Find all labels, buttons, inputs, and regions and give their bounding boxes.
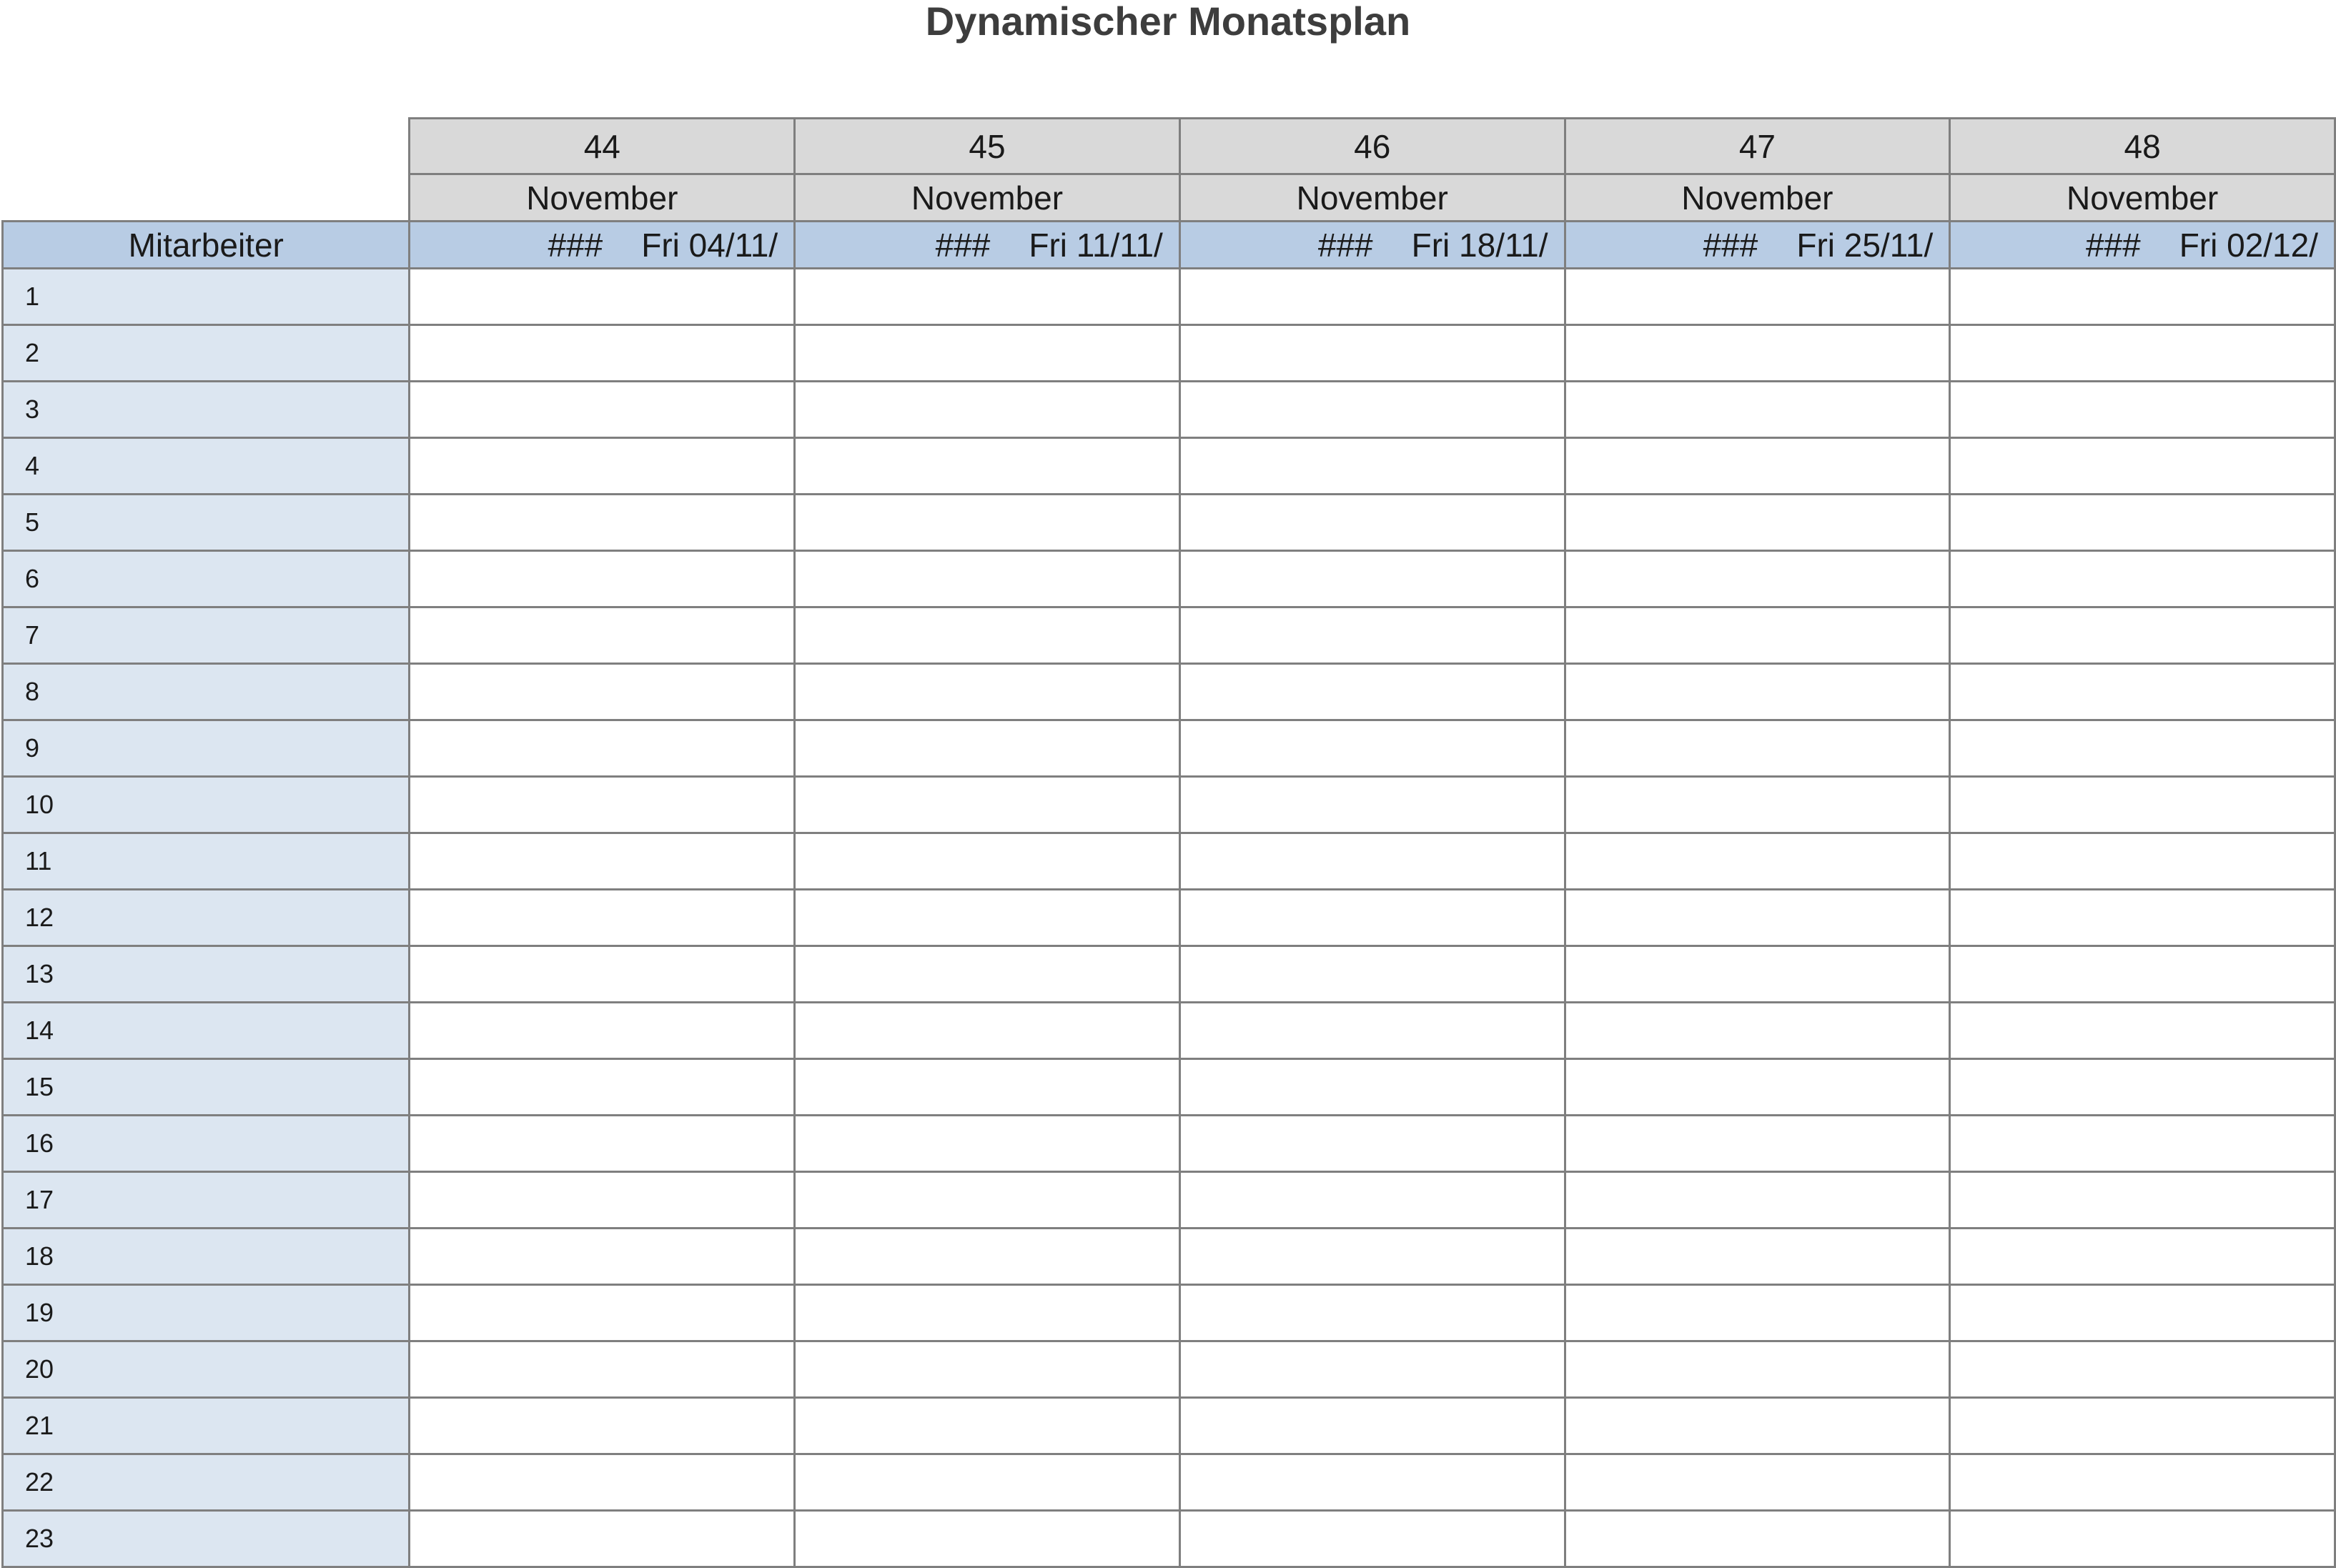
week-date-text: Fri 02/12/ xyxy=(2179,226,2318,264)
schedule-cell[interactable] xyxy=(1179,1454,1565,1511)
schedule-cell[interactable] xyxy=(1179,382,1565,438)
schedule-cell[interactable] xyxy=(1179,1341,1565,1398)
schedule-cell[interactable] xyxy=(410,438,795,495)
employee-number-cell[interactable]: 6 xyxy=(3,551,410,607)
employee-row xyxy=(3,1116,2335,1172)
date-header-row xyxy=(3,222,2335,269)
schedule-cell[interactable] xyxy=(1950,1341,2335,1398)
overflow-hash-text: ### xyxy=(1703,226,1758,264)
week-number-cell[interactable]: 47 xyxy=(1565,119,1950,174)
schedule-cell[interactable] xyxy=(1179,495,1565,551)
employee-number-cell[interactable]: 15 xyxy=(3,1059,410,1116)
employee-number-cell[interactable]: 20 xyxy=(3,1341,410,1398)
week-date-text: Fri 25/11/ xyxy=(1796,226,1934,264)
schedule-cell[interactable] xyxy=(1950,495,2335,551)
employee-row xyxy=(3,664,2335,720)
schedule-cell[interactable] xyxy=(795,664,1180,720)
employee-number-cell[interactable]: 11 xyxy=(3,833,410,890)
schedule-cell[interactable] xyxy=(410,720,795,777)
employee-number-cell[interactable]: 16 xyxy=(3,1116,410,1172)
schedule-cell[interactable] xyxy=(1950,890,2335,946)
employee-number-cell[interactable]: 13 xyxy=(3,946,410,1003)
schedule-cell[interactable] xyxy=(795,1454,1180,1511)
employee-number-cell[interactable]: 2 xyxy=(3,325,410,382)
schedule-cell[interactable] xyxy=(795,269,1180,325)
schedule-cell[interactable] xyxy=(410,325,795,382)
schedule-cell[interactable] xyxy=(410,607,795,664)
schedule-cell[interactable] xyxy=(1950,777,2335,833)
schedule-cell[interactable] xyxy=(1179,890,1565,946)
schedule-cell[interactable] xyxy=(1179,720,1565,777)
week-number-cell[interactable]: 44 xyxy=(410,119,795,174)
schedule-cell[interactable] xyxy=(1950,1172,2335,1229)
schedule-cell[interactable] xyxy=(1565,777,1950,833)
schedule-cell[interactable] xyxy=(1179,269,1565,325)
week-date-text: Fri 11/11/ xyxy=(1029,226,1163,264)
employee-row xyxy=(3,1398,2335,1454)
employee-number-cell[interactable]: 7 xyxy=(3,607,410,664)
schedule-cell[interactable] xyxy=(1179,1398,1565,1454)
week-month-cell[interactable]: November xyxy=(1565,174,1950,222)
employee-number-cell[interactable]: 17 xyxy=(3,1172,410,1229)
week-number-cell[interactable]: 46 xyxy=(1179,119,1565,174)
overflow-hash-text: ### xyxy=(548,226,603,264)
employee-number-cell[interactable]: 21 xyxy=(3,1398,410,1454)
schedule-cell[interactable] xyxy=(1565,325,1950,382)
schedule-cell[interactable] xyxy=(1179,777,1565,833)
employee-row xyxy=(3,1454,2335,1511)
schedule-cell[interactable] xyxy=(410,1341,795,1398)
schedule-cell[interactable] xyxy=(795,1341,1180,1398)
week-number-row xyxy=(3,119,2335,174)
schedule-cell[interactable] xyxy=(1179,946,1565,1003)
week-number-cell[interactable]: 45 xyxy=(795,119,1180,174)
schedule-cell[interactable] xyxy=(1565,1398,1950,1454)
employee-number-cell[interactable]: 14 xyxy=(3,1003,410,1059)
schedule-cell[interactable] xyxy=(1179,664,1565,720)
week-month-cell[interactable]: November xyxy=(410,174,795,222)
schedule-cell[interactable] xyxy=(1565,382,1950,438)
employee-row xyxy=(3,946,2335,1003)
schedule-cell[interactable] xyxy=(410,382,795,438)
employee-number-cell[interactable]: 19 xyxy=(3,1285,410,1341)
schedule-cell[interactable] xyxy=(1950,382,2335,438)
schedule-cell[interactable] xyxy=(410,1285,795,1341)
employee-row xyxy=(3,1229,2335,1285)
schedule-cell[interactable] xyxy=(1950,551,2335,607)
schedule-cell[interactable] xyxy=(795,1511,1180,1567)
employee-row xyxy=(3,1003,2335,1059)
employee-row xyxy=(3,833,2335,890)
schedule-cell[interactable] xyxy=(1179,833,1565,890)
schedule-cell[interactable] xyxy=(410,777,795,833)
week-date-cell[interactable] xyxy=(795,222,1180,269)
week-month-cell[interactable]: November xyxy=(1179,174,1565,222)
schedule-cell[interactable] xyxy=(1950,607,2335,664)
schedule-cell[interactable] xyxy=(1950,1059,2335,1116)
schedule-cell[interactable] xyxy=(1179,1003,1565,1059)
schedule-table xyxy=(1,117,2336,1568)
schedule-cell[interactable] xyxy=(1565,833,1950,890)
schedule-cell[interactable] xyxy=(410,1229,795,1285)
schedule-cell[interactable] xyxy=(1565,1511,1950,1567)
schedule-cell[interactable] xyxy=(1950,946,2335,1003)
schedule-cell[interactable] xyxy=(795,1059,1180,1116)
employee-row xyxy=(3,1511,2335,1567)
schedule-cell[interactable] xyxy=(1179,438,1565,495)
employee-row xyxy=(3,495,2335,551)
schedule-cell[interactable] xyxy=(1565,1172,1950,1229)
schedule-cell[interactable] xyxy=(1950,664,2335,720)
schedule-cell[interactable] xyxy=(1950,325,2335,382)
employee-row xyxy=(3,325,2335,382)
schedule-cell[interactable] xyxy=(1565,1003,1950,1059)
week-date-text: Fri 18/11/ xyxy=(1411,226,1548,264)
schedule-cell[interactable] xyxy=(1179,1229,1565,1285)
employee-row xyxy=(3,1172,2335,1229)
schedule-cell[interactable] xyxy=(1565,946,1950,1003)
schedule-cell[interactable] xyxy=(795,382,1180,438)
schedule-cell[interactable] xyxy=(795,438,1180,495)
schedule-cell[interactable] xyxy=(795,833,1180,890)
schedule-cell[interactable] xyxy=(795,1229,1180,1285)
schedule-cell[interactable] xyxy=(410,1172,795,1229)
schedule-cell[interactable] xyxy=(795,946,1180,1003)
schedule-cell[interactable] xyxy=(1950,1285,2335,1341)
week-number-cell[interactable]: 48 xyxy=(1950,119,2335,174)
week-date-cell[interactable] xyxy=(1950,222,2335,269)
schedule-cell[interactable] xyxy=(795,1003,1180,1059)
schedule-cell[interactable] xyxy=(1179,1511,1565,1567)
schedule-cell[interactable] xyxy=(1565,1341,1950,1398)
schedule-cell[interactable] xyxy=(1950,1116,2335,1172)
overflow-hash-text: ### xyxy=(935,226,991,264)
schedule-cell[interactable] xyxy=(1565,1229,1950,1285)
employee-row xyxy=(3,607,2335,664)
employee-row xyxy=(3,382,2335,438)
schedule-cell[interactable] xyxy=(1565,1285,1950,1341)
overflow-hash-text: ### xyxy=(1317,226,1373,264)
schedule-cell[interactable] xyxy=(795,890,1180,946)
schedule-cell[interactable] xyxy=(410,833,795,890)
employee-number-cell[interactable]: 5 xyxy=(3,495,410,551)
week-date-text: Fri 04/11/ xyxy=(641,226,778,264)
schedule-cell[interactable] xyxy=(1179,607,1565,664)
schedule-cell[interactable] xyxy=(795,607,1180,664)
corner-blank xyxy=(3,174,410,222)
employee-row xyxy=(3,269,2335,325)
employee-number-cell[interactable]: 12 xyxy=(3,890,410,946)
schedule-cell[interactable] xyxy=(1179,1116,1565,1172)
overflow-hash-text: ### xyxy=(2085,226,2141,264)
schedule-cell[interactable] xyxy=(1950,1003,2335,1059)
week-date-cell[interactable] xyxy=(1565,222,1950,269)
schedule-cell[interactable] xyxy=(795,1116,1180,1172)
schedule-cell[interactable] xyxy=(795,325,1180,382)
schedule-cell[interactable] xyxy=(1950,1511,2335,1567)
schedule-cell[interactable] xyxy=(795,551,1180,607)
schedule-cell[interactable] xyxy=(1950,720,2335,777)
schedule-cell[interactable] xyxy=(410,1454,795,1511)
schedule-cell[interactable] xyxy=(795,1398,1180,1454)
schedule-cell[interactable] xyxy=(1565,1116,1950,1172)
employee-number-cell[interactable]: 9 xyxy=(3,720,410,777)
employee-row xyxy=(3,1285,2335,1341)
schedule-cell[interactable] xyxy=(1565,438,1950,495)
employee-number-cell[interactable]: 3 xyxy=(3,382,410,438)
schedule-cell[interactable] xyxy=(795,777,1180,833)
schedule-cell[interactable] xyxy=(795,720,1180,777)
schedule-cell[interactable] xyxy=(410,890,795,946)
schedule-cell[interactable] xyxy=(1179,1172,1565,1229)
schedule-cell[interactable] xyxy=(1565,495,1950,551)
schedule-cell[interactable] xyxy=(1565,664,1950,720)
employee-number-cell[interactable]: 10 xyxy=(3,777,410,833)
page-title: Dynamischer Monatsplan xyxy=(925,0,1411,44)
employee-row xyxy=(3,890,2335,946)
schedule-cell[interactable] xyxy=(410,551,795,607)
schedule-cell[interactable] xyxy=(410,495,795,551)
employee-number-cell[interactable]: 18 xyxy=(3,1229,410,1285)
schedule-cell[interactable] xyxy=(1565,1059,1950,1116)
employee-number-cell[interactable]: 4 xyxy=(3,438,410,495)
schedule-cell[interactable] xyxy=(410,1116,795,1172)
week-month-cell[interactable]: November xyxy=(1950,174,2335,222)
schedule-cell[interactable] xyxy=(1565,269,1950,325)
schedule-cell[interactable] xyxy=(410,664,795,720)
employee-number-cell[interactable]: 1 xyxy=(3,269,410,325)
schedule-cell[interactable] xyxy=(410,1003,795,1059)
schedule-cell[interactable] xyxy=(1179,1059,1565,1116)
schedule-cell[interactable] xyxy=(1565,607,1950,664)
schedule-cell[interactable] xyxy=(410,269,795,325)
schedule-cell[interactable] xyxy=(410,1511,795,1567)
employee-row xyxy=(3,1059,2335,1116)
schedule-cell[interactable] xyxy=(1565,1454,1950,1511)
employee-row xyxy=(3,438,2335,495)
schedule-cell[interactable] xyxy=(795,495,1180,551)
schedule-cell[interactable] xyxy=(1950,1229,2335,1285)
schedule-cell[interactable] xyxy=(1565,890,1950,946)
employee-column-header: Mitarbeiter xyxy=(3,222,410,269)
schedule-cell[interactable] xyxy=(1950,833,2335,890)
week-date-cell[interactable] xyxy=(1179,222,1565,269)
employee-number-cell[interactable]: 22 xyxy=(3,1454,410,1511)
month-row xyxy=(3,174,2335,222)
schedule-cell[interactable] xyxy=(410,1398,795,1454)
corner-blank xyxy=(3,119,410,174)
schedule-cell[interactable] xyxy=(1950,1454,2335,1511)
schedule-cell[interactable] xyxy=(1950,269,2335,325)
schedule-cell[interactable] xyxy=(1179,325,1565,382)
schedule-cell[interactable] xyxy=(1565,551,1950,607)
schedule-cell[interactable] xyxy=(795,1285,1180,1341)
schedule-cell[interactable] xyxy=(410,946,795,1003)
schedule-cell[interactable] xyxy=(1179,551,1565,607)
employee-row xyxy=(3,777,2335,833)
schedule-cell[interactable] xyxy=(1179,1285,1565,1341)
employee-row xyxy=(3,720,2335,777)
schedule-cell[interactable] xyxy=(795,1172,1180,1229)
employee-number-cell[interactable]: 23 xyxy=(3,1511,410,1567)
schedule-cell[interactable] xyxy=(1565,720,1950,777)
schedule-cell[interactable] xyxy=(1950,1398,2335,1454)
schedule-cell[interactable] xyxy=(410,1059,795,1116)
week-date-cell[interactable] xyxy=(410,222,795,269)
employee-number-cell[interactable]: 8 xyxy=(3,664,410,720)
schedule-cell[interactable] xyxy=(1950,438,2335,495)
week-month-cell[interactable]: November xyxy=(795,174,1180,222)
employee-row xyxy=(3,1341,2335,1398)
employee-row xyxy=(3,551,2335,607)
